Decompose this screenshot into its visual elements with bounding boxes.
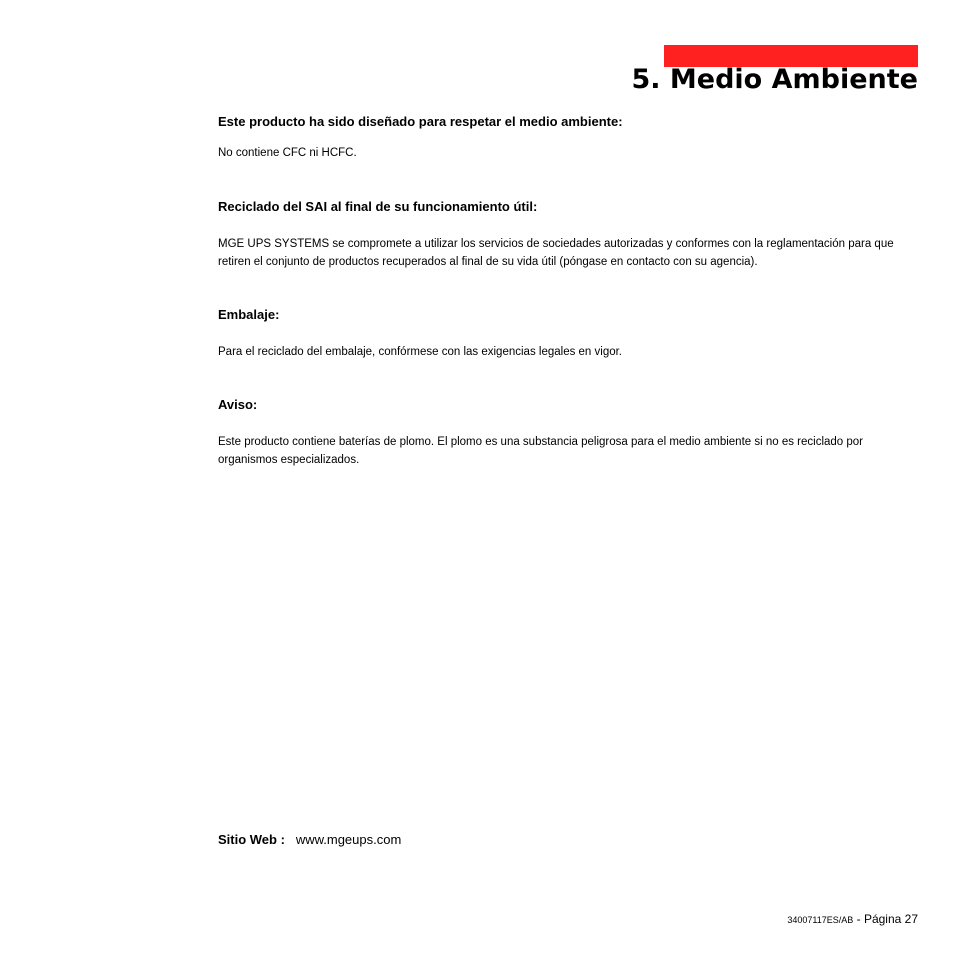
page-footer	[787, 911, 918, 928]
section-text-recycling: MGE UPS SYSTEMS se compromete a utilizar los servicios de sociedades autorizadas y conformes con la reglamentación para que retiren el conjunto de productos recuperados al final de su vida útil (póngase en contacto con su agencia).	[218, 238, 894, 268]
website-link[interactable]: www.mgeups.com	[295, 832, 402, 847]
page-number: Página 27	[863, 912, 918, 926]
page-title: 5. Medio Ambiente	[631, 64, 918, 95]
website-line	[218, 832, 401, 848]
section-heading-environment: Este producto ha sido diseñado para respetar el medio ambiente:	[218, 114, 623, 129]
footer-separator: -	[853, 912, 864, 926]
section-heading-packaging: Embalaje:	[218, 307, 280, 322]
section-text-packaging: Para el reciclado del embalaje, confórmese con las exigencias legales en vigor.	[218, 346, 623, 358]
section-text-notice: Este producto contiene baterías de plomo. El plomo es una substancia peligrosa para el medio ambiente si no es reciclado por organismos especializados.	[218, 436, 864, 466]
section-heading-notice: Aviso:	[218, 397, 258, 412]
section-text-environment: No contiene CFC ni HCFC.	[218, 147, 357, 159]
document-code: 34007117ES/AB	[787, 915, 854, 925]
website-label: Sitio Web :	[218, 832, 285, 847]
section-heading-recycling: Reciclado del SAI al final de su funcionamiento útil:	[218, 199, 538, 214]
